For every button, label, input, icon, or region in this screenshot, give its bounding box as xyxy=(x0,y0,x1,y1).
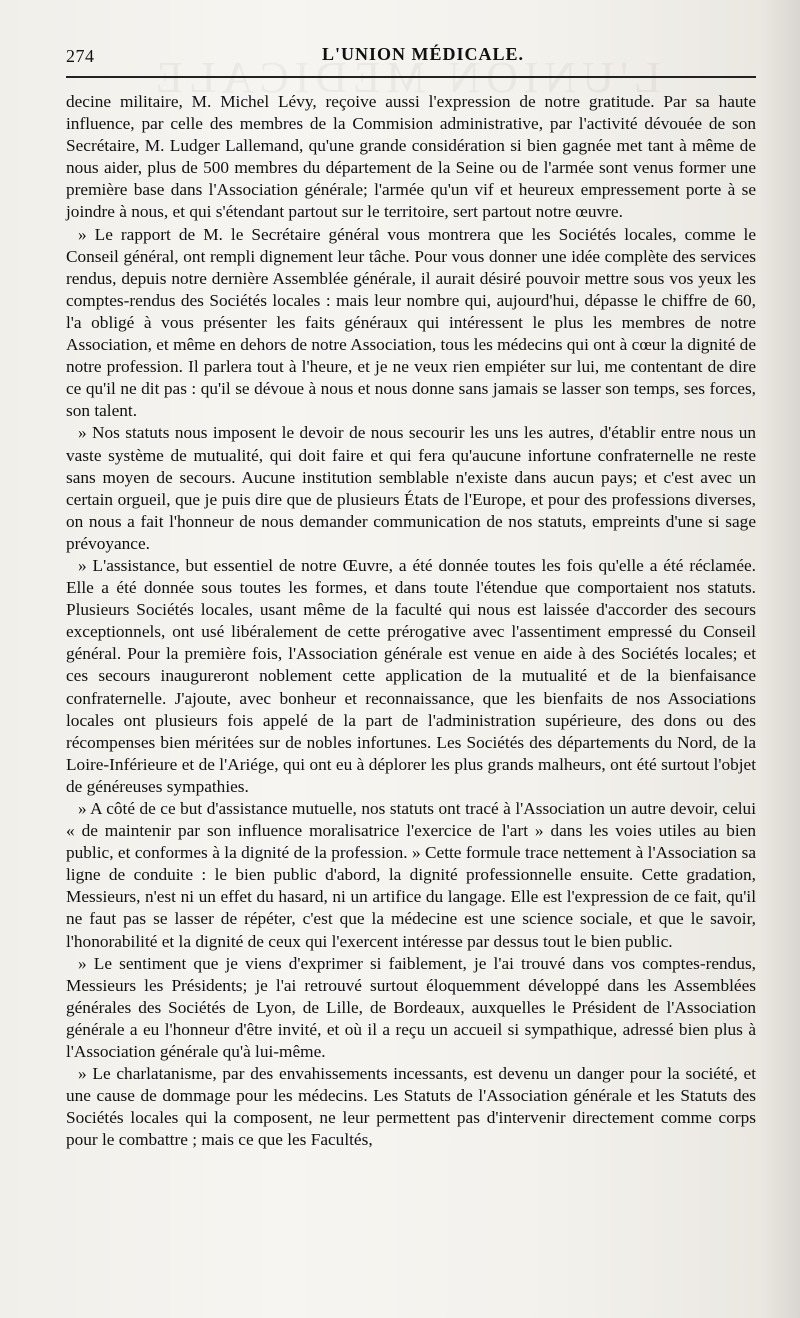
running-title: L'UNION MÉDICALE. xyxy=(322,44,525,64)
page-header xyxy=(66,40,756,76)
paragraph: » A côté de ce but d'assistance mutuelle, nos statuts ont tracé à l'Association un autre devoir, celui « de maintenir par son influence moralisatrice l'exercice de l'art » dans les voies utiles au bien public, et conformes à la dignité de la profession. » Cette formule trace nettement à l'Association sa ligne de conduite : le bien public d'abord, la dignité professionnelle ensuite. Cette gradation, Messieurs, n'est ni un effet du hasard, ni un artifice du langage. Elle est l'expression de ce fait, qu'il ne faut pas se lasser de répéter, c'est que la médecine est une science sociale, et que le savoir, l'honorabilité et la dignité de ceux qui l'exercent intéresse par dessus tout le bien public. xyxy=(66,799,756,951)
paragraph: » L'assistance, but essentiel de notre Œuvre, a été donnée toutes les fois qu'elle a été réclamée. Elle a été donnée sous toutes les formes, et dans toute l'étendue que comportaient nos statuts. Plusieurs Sociétés locales, usant même de la faculté qui nous est laissée d'accorder des secours exceptionnels, ont usé libéralement de cette prérogative avec l'assentiment empressé du Conseil général. Pour la première fois, l'Association générale est venue en aide à des Sociétés locales; et ces secours inaugureront noblement cette application de la mutualité et de la bienfaisance confraternelle. J'ajoute, avec bonheur et reconnaissance, que les bienfaits de nos Associations locales ont plusieurs fois appelé de la part de l'administration supérieure, des dons ou des récompenses bien méritées sur de nobles infortunes. Les Sociétés des départements du Nord, de la Loire-Inférieure et de l'Ariége, qui ont eu à déplorer les plus grands malheurs, ont été surtout l'objet de généreuses sympathies. xyxy=(66,555,756,796)
paragraph: » Le rapport de M. le Secrétaire général vous montrera que les Sociétés locales, comme le Conseil général, ont rempli dignement leur tâche. Pour vous donner une idée complète des services rendus, depuis notre dernière Assemblée générale, il aurait désiré pouvoir mettre sous vos yeux les comptes-rendus des Sociétés locales : mais leur nombre qui, aujourd'hui, dépasse le chiffre de 60, l'a obligé à vous présenter les faits généraux qui intéressent le plus les membres de notre Association, et même en dehors de notre Association, tous les médecins qui ont à cœur la dignité de notre profession. Il parlera tout à l'heure, et je ne veux rien empiéter sur lui, me contentant de dire ce qu'il ne dit pas : qu'il se dévoue à nous et nous donne sans jamais se lasser son temps, ses forces, son talent. xyxy=(66,224,756,421)
paragraph: » Le sentiment que je viens d'exprimer si faiblement, je l'ai trouvé dans vos comptes-rendus, Messieurs les Présidents; je l'ai retrouvé surtout éloquemment développé dans les Assemblées générales des Sociétés de Lyon, de Lille, de Bordeaux, auxquelles le Président de l'Association générale a eu l'honneur d'être invité, et où il a reçu un accueil si sympathique, adressé bien plus à l'Association générale qu'à lui-même. xyxy=(66,953,756,1062)
body-text xyxy=(66,91,756,1152)
paragraph: » Le charlatanisme, par des envahissements incessants, est devenu un danger pour la société, et une cause de dommage pour les médecins. Les Statuts de l'Association générale et les Statuts des Sociétés locales qui la composent, ne leur permettent pas d'intervenir directement comme corps pour le combattre ; mais ce que les Facultés, xyxy=(66,1064,756,1150)
paragraph: » Nos statuts nous imposent le devoir de nous secourir les uns les autres, d'établir entre nous un vaste système de mutualité, qui doit faire et qui fera qu'aucune infortune confraternelle ne reste sans moyen de secours. Aucune institution semblable n'existe dans aucun pays; et c'est avec un certain orgueil, que je puis dire que de plusieurs États de l'Europe, et pour des professions diverses, on nous a fait l'honneur de nous demander communication de nos statuts, empreints d'une si sage prévoyance. xyxy=(66,423,756,553)
header-rule xyxy=(66,76,756,78)
page-edge-shadow xyxy=(760,0,800,1318)
paragraph: decine militaire, M. Michel Lévy, reçoive aussi l'expression de notre gratitude. Par sa haute influence, par celle des membres de la Commision administrative, par l'activité dévouée de son Secrétaire, M. Ludger Lallemand, qu'une grande considération si bien gagnée met tant à même de nous aider, plus de 500 membres du département de la Seine ou de l'armée sont venus former une première base dans l'Association générale; l'armée qu'un vif et heureux empressement porte à se joindre à nous, et qui s'étendant partout sur le territoire, sert partout notre œuvre. xyxy=(66,92,756,222)
page-number: 274 xyxy=(66,46,95,66)
